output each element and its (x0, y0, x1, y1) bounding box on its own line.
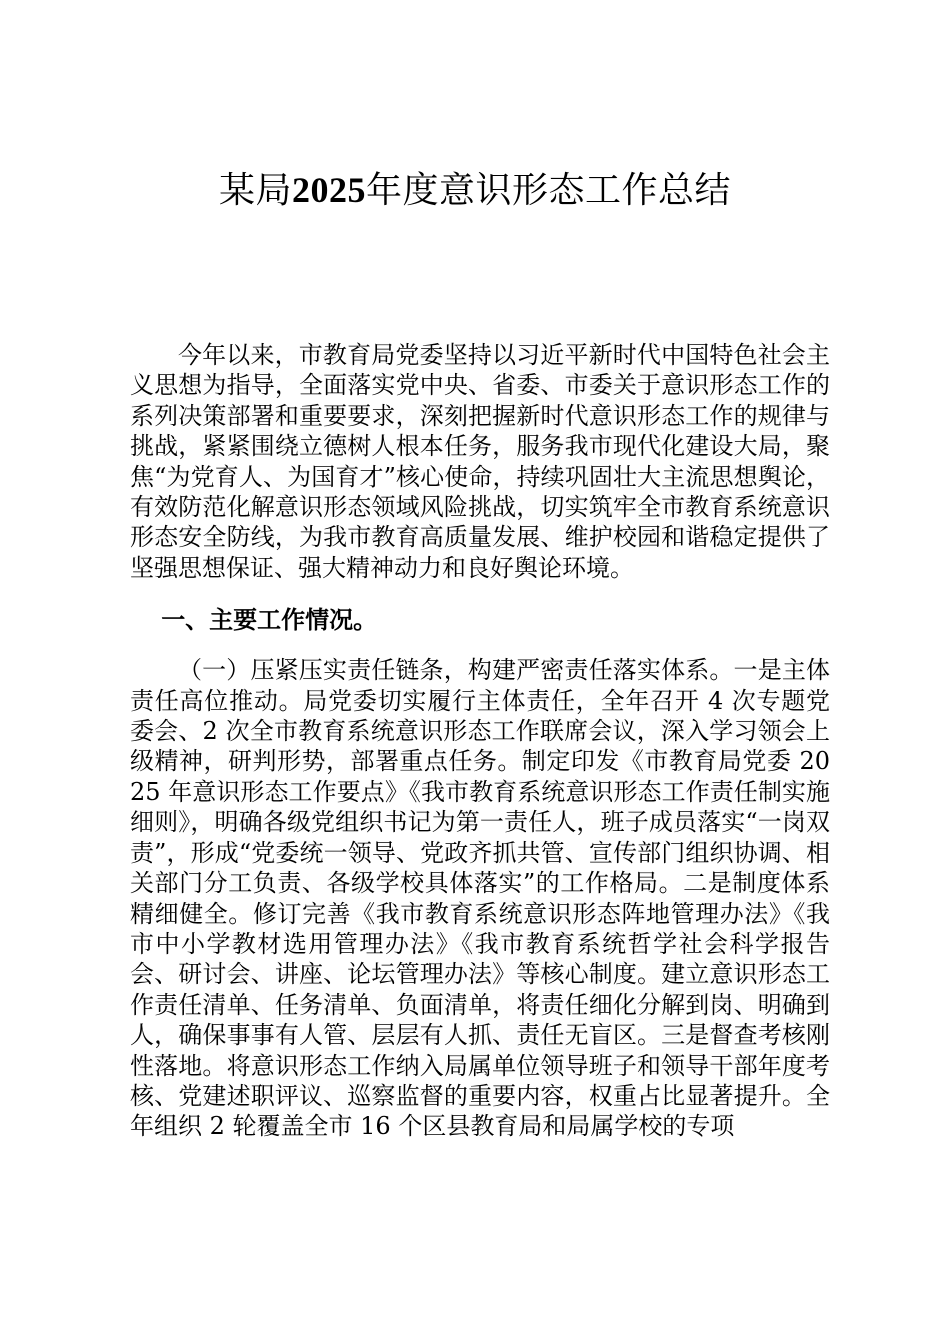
intro-paragraph: 今年以来，市教育局党委坚持以习近平新时代中国特色社会主义思想为指导，全面落实党中央、省委、市委关于意识形态工作的系列决策部署和重要要求，深刻把握新时代意识形态工作的规律与挑战，紧紧围绕立德树人根本任务，服务我市现代化建设大局，聚焦“为党育人、为国育才”核心使命，持续巩固壮大主流思想舆论，有效防范化解意识形态领域风险挑战，切实筑牢全市教育系统意识形态安全防线，为我市教育高质量发展、维护校园和谐稳定提供了坚强思想保证、强大精神动力和良好舆论环境。 (130, 341, 830, 582)
title-suffix: 年度意识形态工作总结 (366, 170, 732, 211)
body-paragraph: （一）压紧压实责任链条，构建严密责任落实体系。一是主体责任高位推动。局党委切实履行主体责任，全年召开 4 次专题党委会、2 次全市教育系统意识形态工作联席会议，深入学习领会上级精神，研判形势，部署重点任务。制定印发《市教育局党委 2025 年意识形态工作要点》《我市教育系统意识形态工作责任制实施细则》，明确各级党组织书记为第一责任人，班子成员落实“一岗双责”，形成“党委统一领导、党政齐抓共管、宣传部门组织协调、相关部门分工负责、各级学校具体落实”的工作格局。二是制度体系精细健全。修订完善《我市教育系统意识形态阵地管理办法》《我市中小学教材选用管理办法》《我市教育系统哲学社会科学报告会、研讨会、讲座、论坛管理办法》等核心制度。建立意识形态工作责任清单、任务清单、负面清单，将责任细化分解到岗、明确到人，确保事事有人管、层层有人抓、责任无盲区。三是督查考核刚性落地。将意识形态工作纳入局属单位领导班子和领导干部年度考核、党建述职评议、巡察监督的重要内容，权重占比显著提升。全年组织 2 轮覆盖全市 16 个区县教育局和局属学校的专项 (130, 656, 830, 1141)
section-heading: 一、主要工作情况。 (161, 605, 378, 635)
title-prefix: 某局 (218, 170, 292, 211)
title-year: 2025 (292, 170, 366, 210)
document-title (0, 168, 950, 213)
document-body (130, 340, 830, 1142)
